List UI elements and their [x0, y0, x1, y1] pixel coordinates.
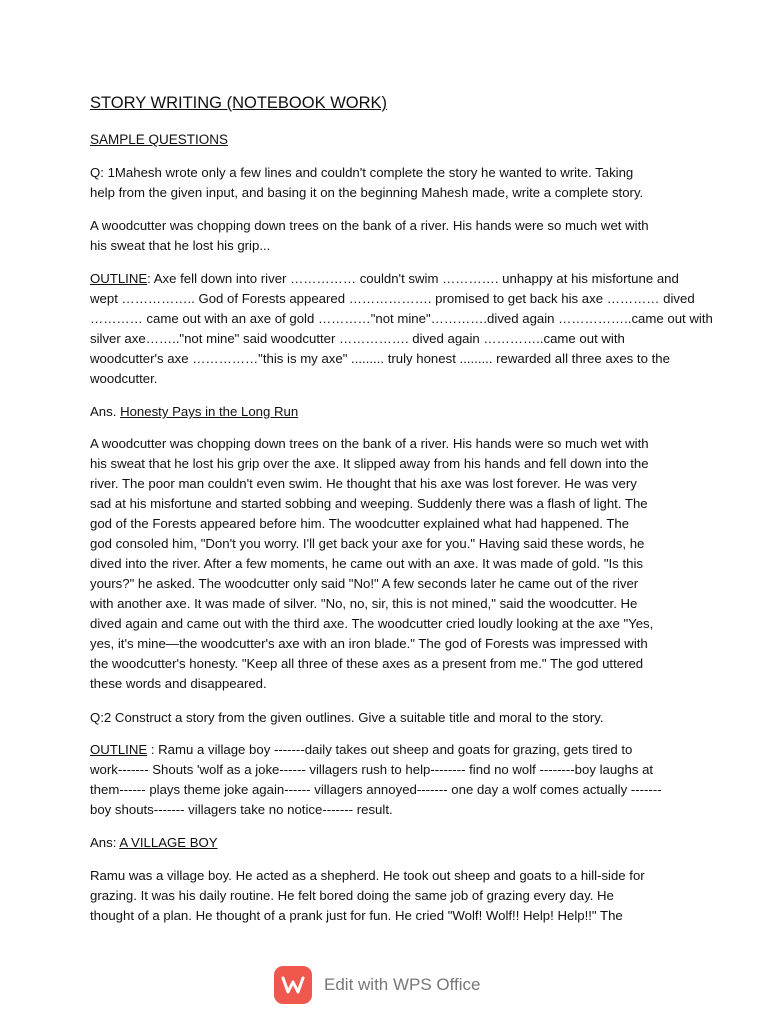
- text-line: dived again and came out with the third axe. The woodcutter cried loudly looking at the axe "Yes,: [90, 616, 654, 631]
- text-line: woodcutter's axe ……………"this is my axe" ......... truly honest ......... rewarded all three axes to the: [90, 351, 670, 366]
- wps-office-logo-icon: [274, 966, 312, 1004]
- outline-2: [90, 740, 680, 820]
- text-line: Q: 1Mahesh wrote only a few lines and couldn't complete the story he wanted to write. Taking: [90, 165, 634, 180]
- story-intro: [90, 216, 680, 256]
- wps-edit-link[interactable]: [274, 965, 481, 1005]
- wps-edit-label: Edit with WPS Office: [324, 975, 481, 994]
- text-line: thought of a plan. He thought of a prank just for fun. He cried "Wolf! Wolf!! Help! Help!!" The: [90, 908, 623, 923]
- outline-first-line: [90, 740, 680, 760]
- text-line: boy shouts------- villagers take no notice------- result.: [90, 802, 393, 817]
- text-line: Ramu was a village boy. He acted as a shepherd. He took out sheep and goats to a hill-side for: [90, 868, 645, 883]
- text-line: ………… came out with an axe of gold …………"not mine"………….dived again ……………..came out with: [90, 311, 713, 326]
- text-line: wept …………….. God of Forests appeared ………………. promised to get back his axe ………… dived: [90, 291, 695, 306]
- text-line: help from the given input, and basing it on the beginning Mahesh made, write a complete story.: [90, 185, 644, 200]
- text-line: yours?" he asked. The woodcutter only said "No!" A few seconds later he came out of the river: [90, 576, 639, 591]
- answer-title: Honesty Pays in the Long Run: [120, 404, 299, 419]
- text-line: Q:2 Construct a story from the given outlines. Give a suitable title and moral to the story.: [90, 710, 604, 725]
- text-line: dived into the river. After a few moments, he came out with an axe. It was made of gold. "Is this: [90, 556, 643, 571]
- text-line: river. The poor man couldn't even swim. He thought that his axe was lost forever. He was very: [90, 476, 637, 491]
- answer-title: A VILLAGE BOY: [119, 835, 218, 850]
- text-line: A woodcutter was chopping down trees on the bank of a river. His hands were so much wet with: [90, 436, 649, 451]
- story-2-body: [90, 866, 680, 926]
- question-2: [90, 708, 680, 728]
- wps-w-glyph: [280, 972, 306, 998]
- page-title: STORY WRITING (NOTEBOOK WORK): [90, 94, 388, 112]
- text-line: these words and disappeared.: [90, 676, 267, 691]
- text-line: god of the Forests appeared before him. The woodcutter explained what had happened. The: [90, 516, 630, 531]
- outline-1: [90, 269, 713, 389]
- answer-1-heading: [90, 402, 680, 422]
- text-line: grazing. It was his daily routine. He felt bored doing the same job of grazing every day. He: [90, 888, 614, 903]
- text-line: with another axe. It was made of silver. "No, no, sir, this is not mined," said the woodcutter. He: [90, 596, 638, 611]
- text-line: woodcutter.: [90, 371, 158, 386]
- text-line: them------ plays theme joke again------ villagers annoyed------- one day a wolf comes actually -------: [90, 782, 662, 797]
- outline-label: OUTLINE: [90, 742, 148, 757]
- outline-text: : Axe fell down into river …………… couldn't swim …………. unhappy at his misfortune and: [147, 271, 679, 286]
- answer-prefix: Ans:: [90, 835, 117, 850]
- story-1-body: [90, 434, 680, 694]
- text-line: silver axe…….."not mine" said woodcutter ……………. dived again …………..came out with: [90, 331, 625, 346]
- outline-first-line: [90, 269, 680, 289]
- text-line: yes, it's mine—the woodcutter's axe with an iron blade." The god of Forests was impressed with: [90, 636, 648, 651]
- outline-label: OUTLINE: [90, 271, 148, 286]
- text-line: his sweat that he lost his grip...: [90, 238, 271, 253]
- answer-2-heading: [90, 833, 680, 853]
- text-line: god consoled him, "Don't you worry. I'll get back your axe for you." Having said these words, he: [90, 536, 645, 551]
- text-line: work------- Shouts 'wolf as a joke------ villagers rush to help-------- find no wolf --------boy laughs at: [90, 762, 654, 777]
- text-line: A woodcutter was chopping down trees on the bank of a river. His hands were so much wet with: [90, 218, 649, 233]
- question-1: [90, 163, 680, 203]
- outline-text: : Ramu a village boy -------daily takes out sheep and goats for grazing, gets tired to: [147, 742, 633, 757]
- text-line: the woodcutter's honesty. "Keep all three of these axes as a present from me." The god uttered: [90, 656, 644, 671]
- text-line: sad at his misfortune and started sobbing and weeping. Suddenly there was a flash of light. The: [90, 496, 648, 511]
- text-line: his sweat that he lost his grip over the axe. It slipped away from his hands and fell down into the: [90, 456, 649, 471]
- section-subtitle: SAMPLE QUESTIONS: [90, 132, 229, 147]
- answer-prefix: Ans.: [90, 404, 117, 419]
